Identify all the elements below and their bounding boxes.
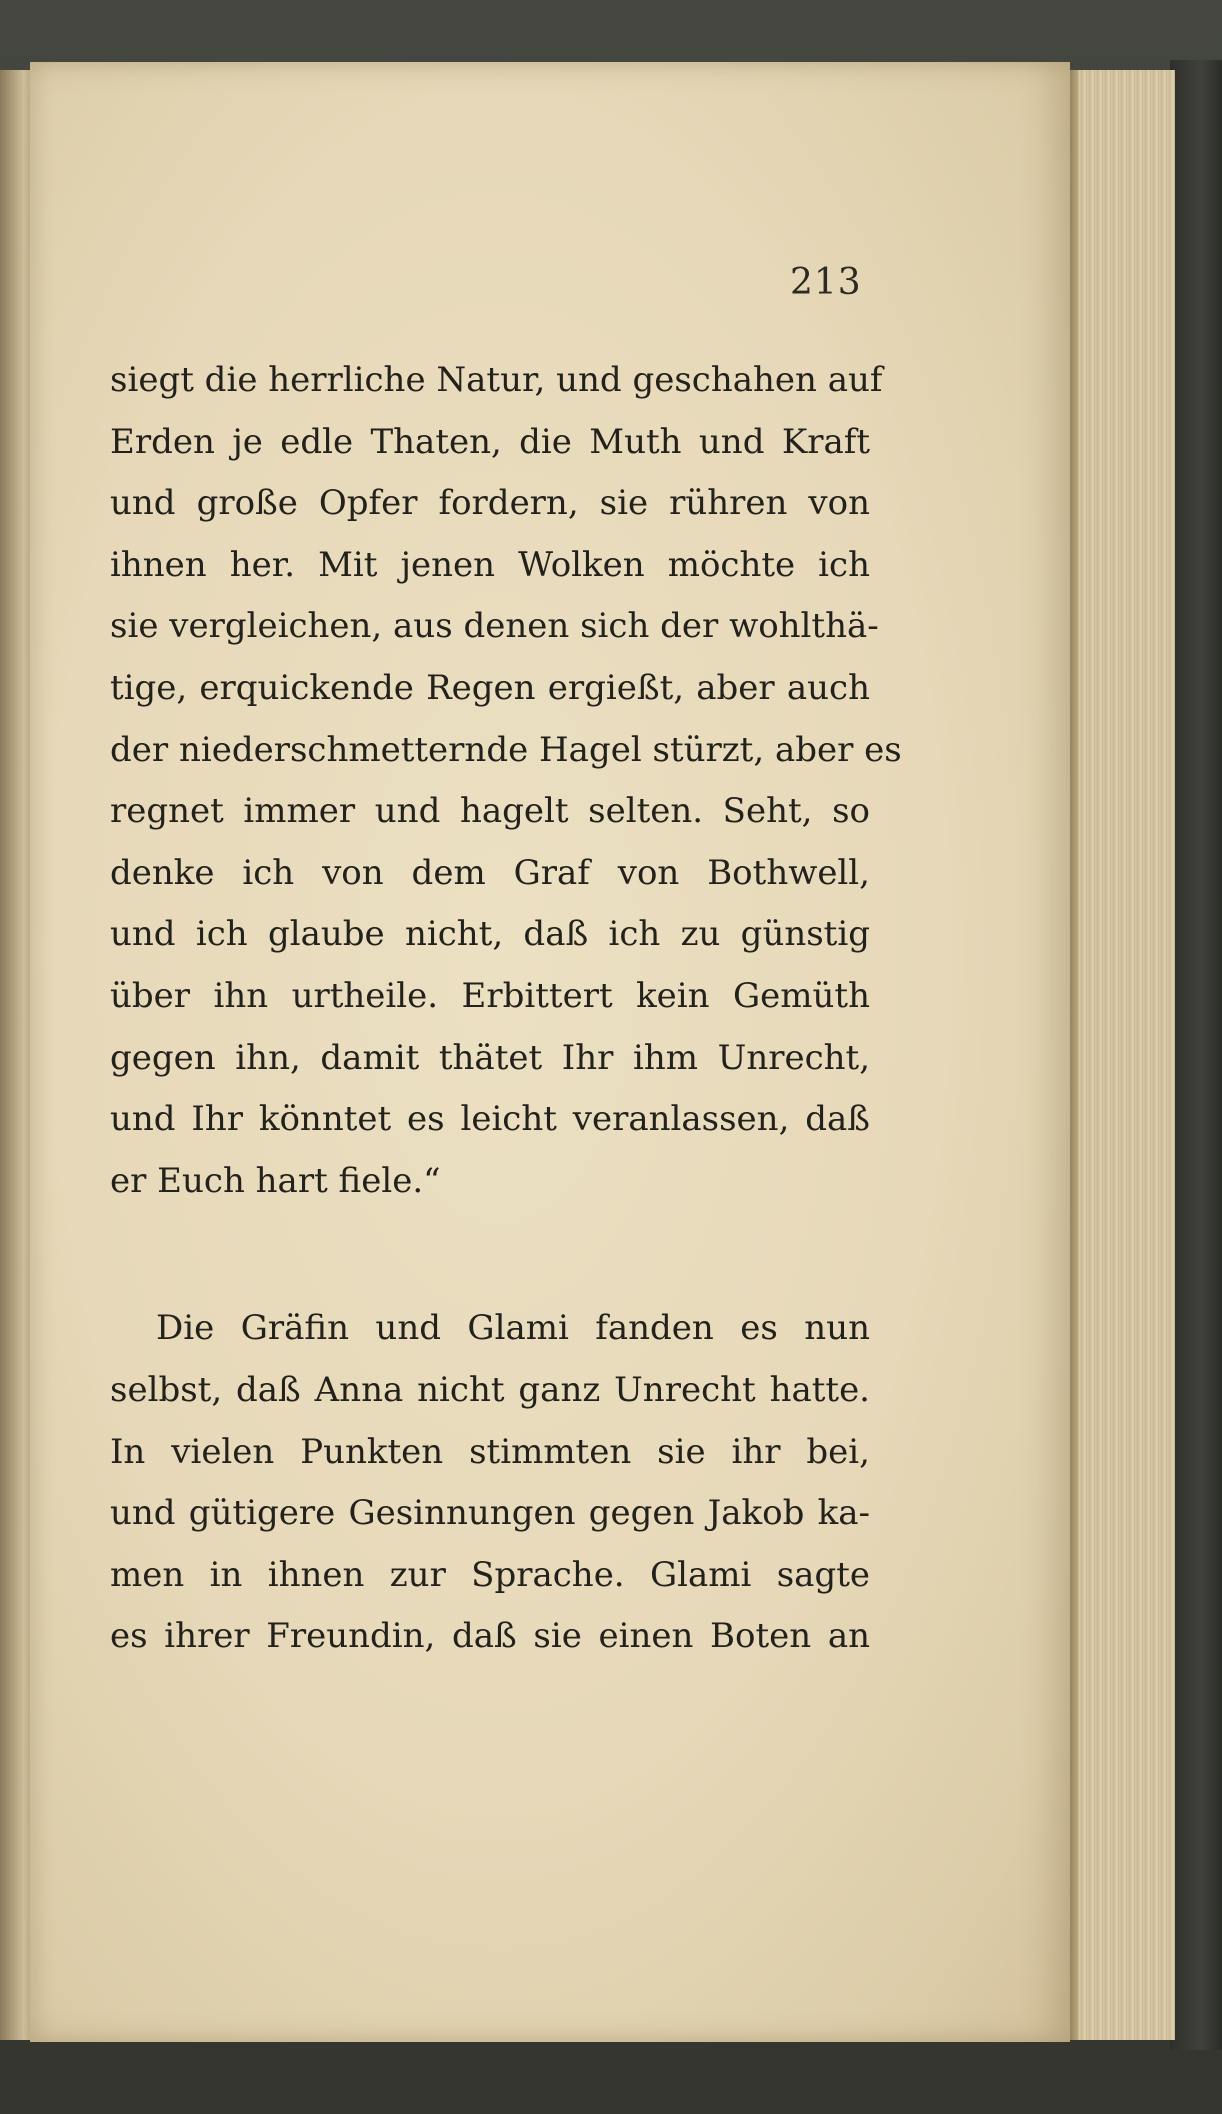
text-line: men in ihnen zur Sprache. Glami sagte: [110, 1554, 870, 1595]
text-line: regnet immer und hagelt selten. Seht, so: [110, 791, 870, 832]
text-line: In vielen Punkten stimmten sie ihr bei,: [110, 1431, 870, 1472]
text-line: und große Opfer fordern, sie rühren von: [110, 483, 870, 524]
text-line: er Euch hart fiele.“: [110, 1160, 441, 1201]
text-line: und ich glaube nicht, daß ich zu günstig: [110, 914, 870, 955]
text-line: denke ich von dem Graf von Bothwell,: [110, 852, 870, 893]
paragraph-gap: [110, 1212, 870, 1298]
page-text: [110, 350, 902, 1668]
text-line: ihnen her. Mit jenen Wolken möchte ich: [110, 544, 870, 585]
text-line: gegen ihn, damit thätet Ihr ihm Unrecht,: [110, 1037, 870, 1078]
text-line: siegt die herrliche Natur, und geschahen auf: [110, 360, 883, 400]
text-line: selbst, daß Anna nicht ganz Unrecht hatte.: [110, 1369, 870, 1410]
text-line: Die Gräfin und Glami fanden es nun: [156, 1308, 870, 1349]
text-line: der niederschmetternde Hagel stürzt, aber es: [110, 729, 902, 770]
text-line: tige, erquickende Regen ergießt, aber auch: [110, 667, 870, 708]
cover-edge: [1170, 60, 1222, 2050]
text-line: über ihn urtheile. Erbittert kein Gemüth: [110, 975, 870, 1016]
text-line: und gütigere Gesinnungen gegen Jakob ka-: [110, 1493, 870, 1534]
text-line: sie vergleichen, aus denen sich der wohlthä-: [110, 606, 879, 647]
page-number: 213: [790, 262, 862, 303]
text-line: und Ihr könntet es leicht veranlassen, daß: [110, 1099, 870, 1140]
text-line: es ihrer Freundin, daß sie einen Boten an: [110, 1616, 870, 1657]
text-line: Erden je edle Thaten, die Muth und Kraft: [110, 421, 870, 462]
